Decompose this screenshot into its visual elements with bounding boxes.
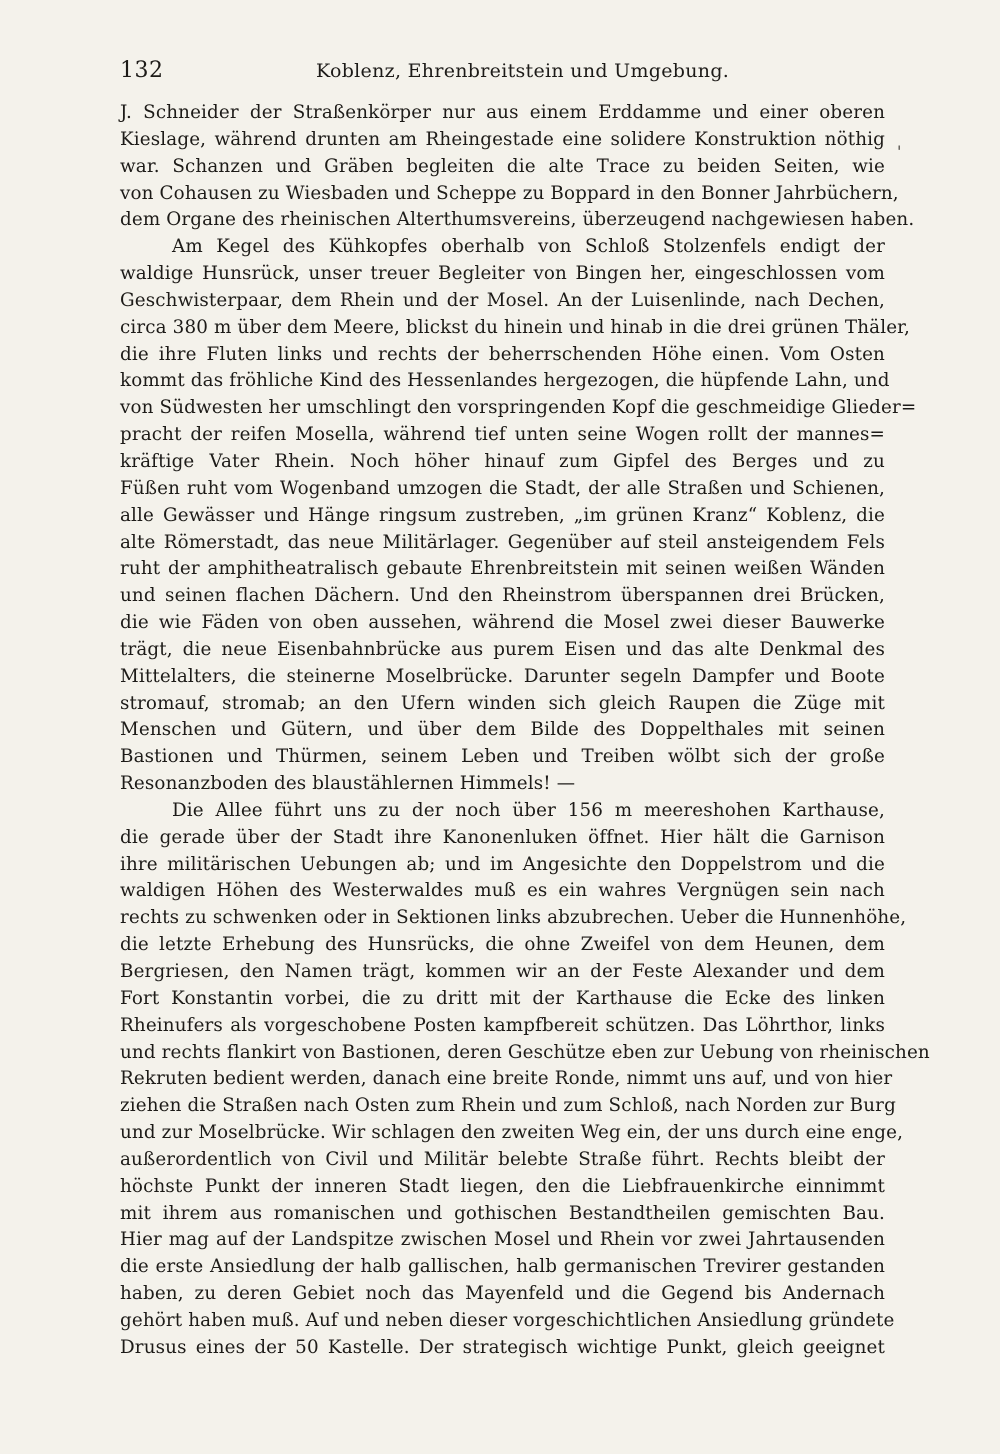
text-line: die gerade über der Stadt ihre Kanonenluken öffnet. Hier hält die Garnison	[120, 826, 885, 848]
text-line: Menschen und Gütern, und über dem Bilde des Doppelthales mit seinen	[120, 719, 885, 741]
text-line: gehört haben muß. Auf und neben dieser vorgeschichtlichen Ansiedlung gründete	[120, 1309, 895, 1331]
text-line: von Südwesten her umschlingt den vorspringenden Kopf die geschmeidige Glieder=	[120, 397, 917, 419]
text-line: die erste Ansiedlung der halb gallischen, halb germanischen Trevirer gestanden	[120, 1256, 885, 1278]
paragraph-start-line: Die Allee führt uns zu der noch über 156 m meereshohen Karthause,	[172, 799, 885, 821]
text-line: trägt, die neue Eisenbahnbrücke aus purem Eisen und das alte Denkmal des	[120, 638, 885, 660]
text-line: haben, zu deren Gebiet noch das Mayenfeld und die Gegend bis Andernach	[120, 1283, 885, 1305]
text-line: alle Gewässer und Hänge ringsum zustreben, „im grünen Kranz“ Koblenz, die	[120, 504, 885, 526]
text-line: rechts zu schwenken oder in Sektionen links abzubrechen. Ueber die Hunnenhöhe,	[120, 907, 907, 929]
text-line: von Cohausen zu Wiesbaden und Scheppe zu Boppard in den Bonner Jahrbüchern,	[120, 182, 899, 204]
text-line: Kieslage, während drunten am Rheingestade eine solidere Konstruktion nöthig	[120, 128, 885, 150]
text-line: kommt das fröhliche Kind des Hessenlandes hergezogen, die hüpfende Lahn, und	[120, 370, 890, 392]
text-line: außerordentlich von Civil und Militär belebte Straße führt. Rechts bleibt der	[120, 1148, 885, 1170]
text-line: Fort Konstantin vorbei, die zu dritt mit der Karthause die Ecke des linken	[120, 987, 885, 1009]
text-line: Füßen ruht vom Wogenband umzogen die Stadt, der alle Straßen und Schienen,	[120, 477, 885, 499]
text-line: Bastionen und Thürmen, seinem Leben und Treiben wölbt sich der große	[120, 746, 885, 768]
text-line: mit ihrem aus romanischen und gothischen Bestandtheilen gemischten Bau.	[120, 1202, 885, 1224]
text-line: war. Schanzen und Gräben begleiten die alte Trace zu beiden Seiten, wie	[120, 155, 885, 177]
margin-mark: '	[897, 142, 902, 161]
text-line: die wie Fäden von oben aussehen, während die Mosel zwei dieser Bauwerke	[120, 612, 885, 634]
text-line: Drusus eines der 50 Kastelle. Der strategisch wichtige Punkt, gleich geeignet	[120, 1336, 885, 1358]
body-text	[120, 100, 930, 1362]
text-line: ihre militärischen Uebungen ab; und im Angesichte den Doppelstrom und die	[120, 853, 885, 875]
running-title: Koblenz, Ehrenbreitstein und Umgebung.	[316, 60, 730, 82]
text-line: und zur Moselbrücke. Wir schlagen den zweiten Weg ein, der uns durch eine enge,	[120, 1122, 904, 1144]
text-line: Rekruten bedient werden, danach eine breite Ronde, nimmt uns auf, und von hier	[120, 1068, 893, 1090]
text-line: waldige Hunsrück, unser treuer Begleiter von Bingen her, eingeschlossen vom	[120, 263, 885, 285]
text-line: dem Organe des rheinischen Alterthumsvereins, überzeugend nachgewiesen haben.	[120, 209, 915, 231]
text-line: Rheinufers als vorgeschobene Posten kampfbereit schützen. Das Löhrthor, links	[120, 1014, 885, 1036]
paragraph-start-line: Am Kegel des Kühkopfes oberhalb von Schloß Stolzenfels endigt der	[172, 236, 885, 258]
text-line: die letzte Erhebung des Hunsrücks, die ohne Zweifel von dem Heunen, dem	[120, 934, 885, 956]
text-line: Resonanzboden des blaustählernen Himmels! —	[120, 773, 576, 795]
text-line: J. Schneider der Straßenkörper nur aus einem Erddamme und einer oberen	[120, 102, 885, 123]
text-line: stromauf, stromab; an den Ufern winden sich gleich Raupen die Züge mit	[120, 692, 885, 714]
text-line: Mittelalters, die steinerne Moselbrücke. Darunter segeln Dampfer und Boote	[120, 665, 885, 687]
text-line: circa 380 m über dem Meere, blickst du hinein und hinab in die drei grünen Thäler,	[120, 316, 911, 338]
page-header	[120, 58, 885, 92]
text-line: die ihre Fluten links und rechts der beherrschenden Höhe einen. Vom Osten	[120, 343, 885, 365]
page-number: 132	[120, 58, 164, 83]
text-line: Bergriesen, den Namen trägt, kommen wir an der Feste Alexander und dem	[120, 961, 885, 982]
text-line: waldigen Höhen des Westerwaldes muß es ein wahres Vergnügen sein nach	[120, 880, 885, 902]
text-line: Hier mag auf der Landspitze zwischen Mosel und Rhein vor zwei Jahrtausenden	[120, 1229, 885, 1251]
text-line: Geschwisterpaar, dem Rhein und der Mosel. An der Luisenlinde, nach Dechen,	[120, 289, 885, 311]
text-line: und seinen flachen Dächern. Und den Rheinstrom überspannen drei Brücken,	[120, 585, 885, 607]
text-line: ziehen die Straßen nach Osten zum Rhein und zum Schloß, nach Norden zur Burg	[120, 1095, 896, 1117]
text-line: pracht der reifen Mosella, während tief unten seine Wogen rollt der mannes=	[120, 424, 885, 446]
text-line: ruht der amphitheatralisch gebaute Ehrenbreitstein mit seinen weißen Wänden	[120, 558, 885, 580]
text-line: höchste Punkt der inneren Stadt liegen, den die Liebfrauenkirche einnimmt	[120, 1175, 885, 1197]
text-line: und rechts flankirt von Bastionen, deren Geschütze eben zur Uebung von rheinischen	[120, 1041, 930, 1063]
text-line: alte Römerstadt, das neue Militärlager. Gegenüber auf steil ansteigendem Fels	[120, 531, 885, 553]
text-line: kräftige Vater Rhein. Noch höher hinauf zum Gipfel des Berges und zu	[120, 450, 885, 472]
